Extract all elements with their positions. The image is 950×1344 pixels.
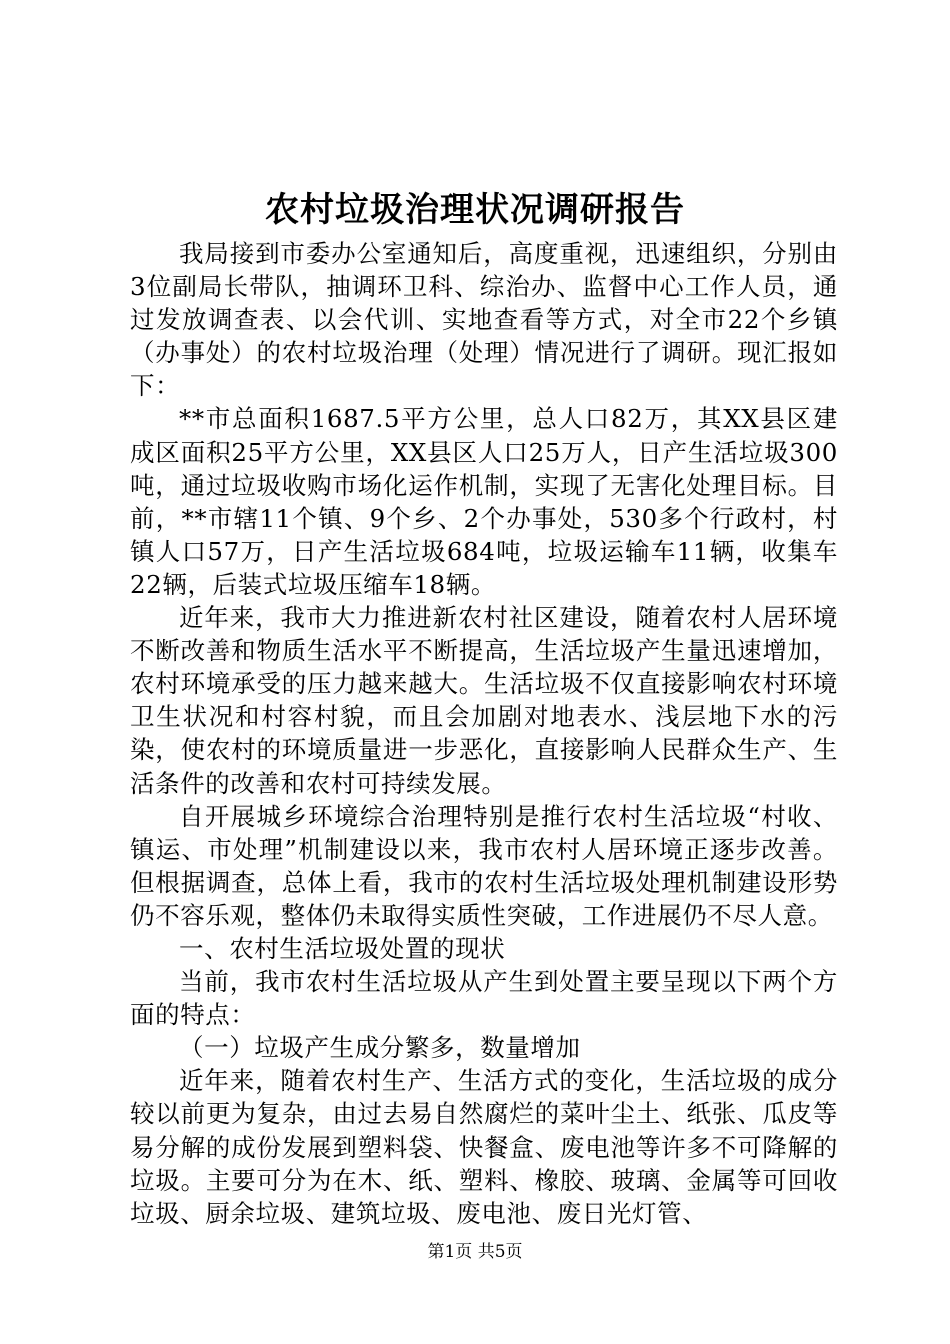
paragraph-city-overview: **市总面积1687.5平方公里，总人口82万，其XX县区建成区面积25平方公里，XX县区人口25万人，日产生活垃圾300吨，通过垃圾收购市场化运作机制，实现了无害化处理目标。目前，**市辖11个镇、9个乡、2个办事处，530多个行政村，村镇人口57万，日产生活垃圾684吨，垃圾运输车11辆，收集车22辆，后装式垃圾压缩车18辆。 [130,404,838,599]
paragraph-intro: 我局接到市委办公室通知后，高度重视，迅速组织，分别由3位副局长带队，抽调环卫科、综治办、监督中心工作人员，通过发放调查表、以会代训、实地查看等方式，对全市22个乡镇（办事处）的农村垃圾治理（处理）情况进行了调研。现汇报如下： [130,239,838,401]
page-number-footer: 第1页 共5页 [427,1242,523,1262]
paragraph-background: 近年来，我市大力推进新农村社区建设，随着农村人居环境不断改善和物质生活水平不断提高，生活垃圾产生量迅速增加，农村环境承受的压力越来越大。生活垃圾不仅直接影响农村环境卫生状况和村容村貌，而且会加剧对地表水、浅层地下水的污染，使农村的环境质量进一步恶化，直接影响人民群众生产、生活条件的改善和农村可持续发展。 [130,603,838,798]
document-title: 农村垃圾治理状况调研报告 [265,190,685,230]
paragraph-characteristics: 当前，我市农村生活垃圾从产生到处置主要呈现以下两个方面的特点： [130,967,838,1030]
section-heading-current-status: 一、农村生活垃圾处置的现状 [179,933,506,963]
subsection-heading-composition: （一）垃圾产生成分繁多，数量增加 [179,1033,581,1063]
document-body [130,237,838,1230]
paragraph-composition: 近年来，随着农村生产、生活方式的变化，生活垃圾的成分较以前更为复杂，由过去易自然腐烂的菜叶尘土、纸张、瓜皮等易分解的成份发展到塑料袋、快餐盒、废电池等许多不可降解的垃圾。主要可分为在木、纸、塑料、橡胶、玻璃、金属等可回收垃圾、厨余垃圾、建筑垃圾、废电池、废日光灯管、 [130,1066,838,1228]
paragraph-progress: 自开展城乡环境综合治理特别是推行农村生活垃圾“村收、镇运、市处理”机制建设以来，我市农村人居环境正逐步改善。但根据调查，总体上看，我市的农村生活垃圾处理机制建设形势仍不容乐观，整体仍未取得实质性突破，工作进展仍不尽人意。 [130,801,838,930]
